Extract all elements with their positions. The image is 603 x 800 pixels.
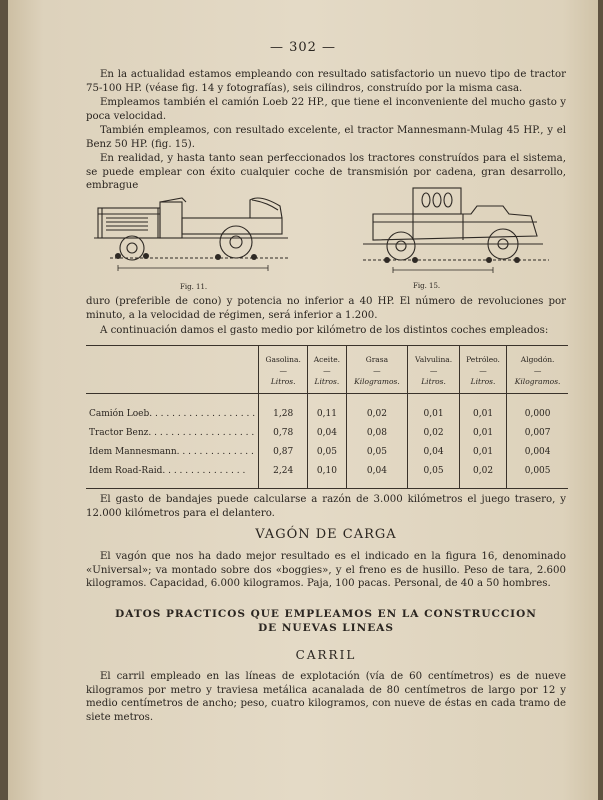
paragraph-camion-loeb: Empleamos también el camión Loeb 22 HP., que tiene el inconveniente del mucho gasto y poca velocidad.: [86, 97, 566, 122]
cell-value: 0,04: [408, 442, 459, 461]
cell-value: 0,87: [259, 442, 308, 461]
table-row: [86, 461, 568, 489]
cell-value: 0,04: [346, 461, 408, 489]
row-label: Tractor Benz. . . . . . . . . . . . . . . . . . .: [89, 427, 255, 438]
cell-value: 0,08: [346, 423, 408, 442]
figure-15-tractor-drawing: [353, 182, 553, 278]
figure-15-caption: Fig. 15.: [413, 282, 441, 290]
column-gasolina: Gasolina. — Litros.: [259, 346, 308, 394]
cell-value: 0,05: [308, 442, 346, 461]
cell-value: 0,004: [507, 442, 568, 461]
cell-value: 0,05: [408, 461, 459, 489]
table-intro: A continuación damos el gasto medio por kilómetro de los distintos coches empleados:: [100, 325, 549, 336]
column-algodon: Algodón. — Kilogramos.: [507, 346, 568, 394]
cell-value: 0,007: [507, 423, 568, 442]
cell-value: 0,02: [459, 461, 506, 489]
paragraph-continuation: duro (preferible de cono) y potencia no inferior a 40 HP. El número de revoluciones por minuto, a la velocidad de régimen, será inferior a 1.200.: [86, 296, 566, 321]
cell-value: 0,04: [308, 423, 346, 442]
paragraph-en-realidad: En realidad, y hasta tanto sean perfeccionados los tractores construídos para el sistema, se puede emplear con éxito cualquier coche de transmisión por cadena, gran desarrollo, embrague: [86, 153, 566, 192]
figure-14-tractor-drawing: [88, 180, 298, 280]
table-row: [86, 394, 568, 424]
cell-value: 0,78: [259, 423, 308, 442]
cell-value: 2,24: [259, 461, 308, 489]
cell-value: 0,005: [507, 461, 568, 489]
book-page: [8, 0, 598, 800]
column-valvulina: Valvulina. — Litros.: [408, 346, 459, 394]
cell-value: 0,10: [308, 461, 346, 489]
cell-value: 0,02: [346, 394, 408, 424]
row-label: Idem Mannesmann. . . . . . . . . . . . . .: [89, 446, 254, 457]
table-row: [86, 423, 568, 442]
column-petroleo: Petróleo. — Litros.: [459, 346, 506, 394]
paragraph-vagon: El vagón que nos ha dado mejor resultado es el indicado en la figura 16, denominado «Universal»; va montado sobre dos «boggies», y el freno es de husillo. Peso de tara, 2.600 kilogramos. Capacidad, 6.000 kilogramos. Paja, 100 pacas. Personal, de 40 a 50 hombres.: [86, 551, 566, 590]
cell-value: 1,28: [259, 394, 308, 424]
cell-value: 0,01: [459, 442, 506, 461]
figure-14-caption: Fig. 11.: [180, 283, 208, 291]
column-grasa: Grasa — Kilogramos.: [346, 346, 408, 394]
table-header-row: [86, 346, 568, 394]
page-number: — 302 —: [269, 40, 337, 55]
column-aceite: Aceite. — Litros.: [308, 346, 346, 394]
cell-value: 0,02: [408, 423, 459, 442]
section-title-vagon: VAGÓN DE CARGA: [255, 527, 397, 542]
cell-value: 0,000: [507, 394, 568, 424]
paragraph-nuevo-tractor: En la actualidad estamos empleando con resultado satisfactorio un nuevo tipo de tractor 75-100 HP. (véase fig. 14 y fotografías), seis cilindros, construído por la misma casa.: [86, 69, 566, 94]
cell-value: 0,01: [408, 394, 459, 424]
table-header-blank: [86, 346, 259, 394]
cell-value: 0,05: [346, 442, 408, 461]
cell-value: 0,01: [459, 423, 506, 442]
row-label: Camión Loeb. . . . . . . . . . . . . . . . . . .: [89, 408, 256, 419]
section-title-datos: DATOS PRACTICOS QUE EMPLEAMOS EN LA CONSTRUCCION DE NUEVAS LINEAS: [115, 608, 537, 634]
row-label: Idem Road-Raid. . . . . . . . . . . . . . .: [86, 461, 259, 489]
paragraph-mannesmann-benz: También empleamos, con resultado excelente, el tractor Mannesmann-Mulag 45 HP., y el Benz 50 HP. (fig. 15).: [86, 125, 566, 150]
table-row: [86, 442, 568, 461]
cell-value: 0,01: [459, 394, 506, 424]
cell-value: 0,11: [308, 394, 346, 424]
fuel-consumption-table: [86, 345, 568, 489]
paragraph-bandajes: El gasto de bandajes puede calcularse a razón de 3.000 kilómetros el juego trasero, y 12.000 kilómetros para el delantero.: [86, 494, 566, 519]
section-title-carril: CARRIL: [295, 648, 357, 662]
paragraph-carril: El carril empleado en las líneas de explotación (vía de 60 centímetros) es de nueve kilogramos por metro y traviesa metálica acanalada de 80 centímetros de largo por 12 y medio centímetros de ancho; peso, cuatro kilogramos, con nueve de éstas en cada tramo de siete metros.: [86, 671, 566, 723]
